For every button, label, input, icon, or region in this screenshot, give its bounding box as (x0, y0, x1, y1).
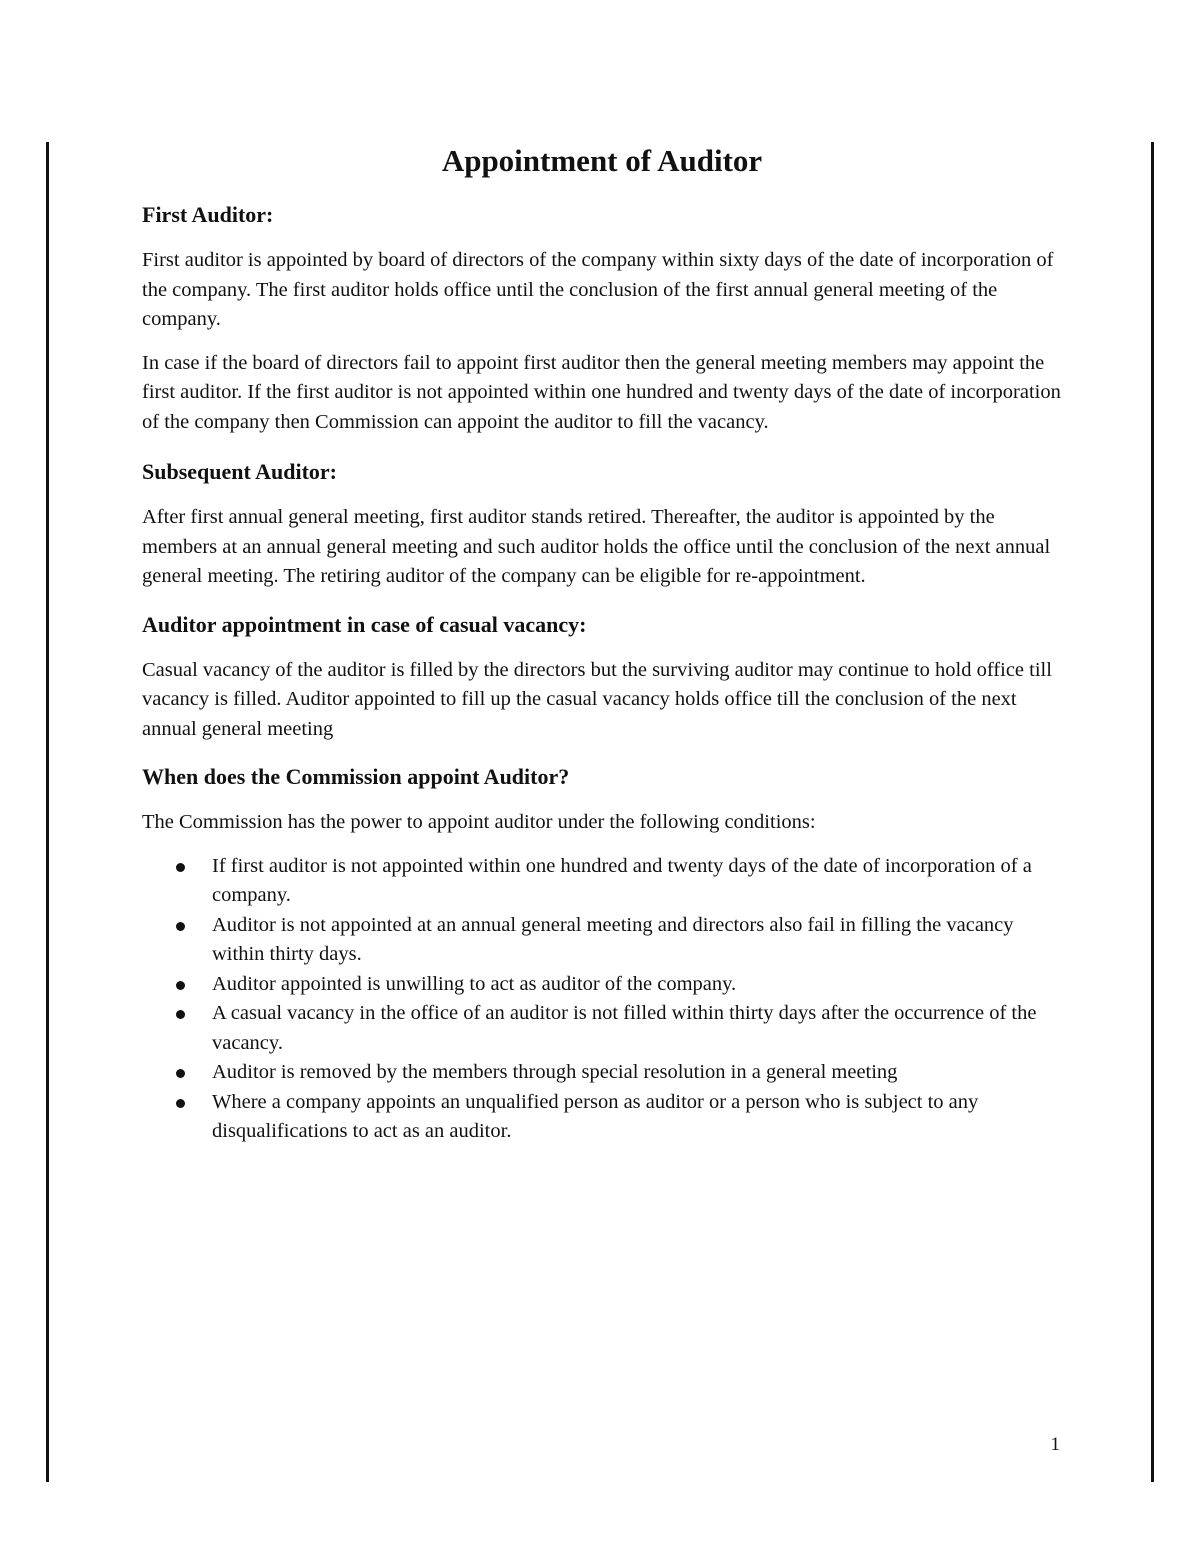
list-item-text: A casual vacancy in the office of an auditor is not filled within thirty days after the occurrence of the vacancy. (212, 1002, 1037, 1054)
list-item (142, 911, 1062, 970)
paragraph-first-auditor-1: First auditor is appointed by board of directors of the company within sixty days of the date of incorporation of the company. The first auditor holds office until the conclusion of the first annual general meeting of the company. (142, 249, 1054, 330)
page-number: 1 (1050, 1434, 1060, 1455)
section-heading-casual-vacancy: Auditor appointment in case of casual vacancy: (142, 611, 587, 637)
bullet-icon (176, 1010, 185, 1019)
list-item-text: Where a company appoints an unqualified person as auditor or a person who is subject to any disqualifications to act as an auditor. (212, 1090, 979, 1142)
section-heading-first-auditor: First Auditor: (142, 202, 274, 227)
list-item (142, 1088, 1062, 1147)
list-item (142, 999, 1062, 1058)
document-title: Appointment of Auditor (441, 143, 763, 178)
paragraph-first-auditor-2: In case if the board of directors fail to appoint first auditor then the general meeting members may appoint the first auditor. If the first auditor is not appointed within one hundred and twenty days of the date of incorporation of the company then Commission can appoint the auditor to fill the vacancy. (142, 351, 1061, 433)
section-heading-subsequent-auditor: Subsequent Auditor: (142, 459, 338, 484)
bullet-icon (176, 922, 185, 931)
page-border-right (1151, 142, 1154, 1482)
section-heading-commission: When does the Commission appoint Auditor? (142, 764, 570, 789)
bullet-icon (176, 1099, 185, 1108)
list-item (142, 970, 1062, 1000)
list-item-text: Auditor is removed by the members through special resolution in a general meeting (212, 1061, 898, 1083)
list-item (142, 852, 1062, 911)
paragraph-subsequent-auditor: After first annual general meeting, first auditor stands retired. Thereafter, the auditor is appointed by the members at an annual general meeting and such auditor holds the office until the conclusion of the next annual general meeting. The retiring auditor of the company can be eligible for re-appointment. (142, 506, 1051, 587)
list-item-text: Auditor appointed is unwilling to act as auditor of the company. (212, 972, 737, 995)
paragraph-commission-intro: The Commission has the power to appoint auditor under the following conditions: (142, 811, 816, 833)
paragraph-casual-vacancy: Casual vacancy of the auditor is filled by the directors but the surviving auditor may continue to hold office till vacancy is filled. Auditor appointed to fill up the casual vacancy holds office till the conclusion of the next annual general meeting (142, 658, 1052, 740)
bullet-icon (176, 1069, 185, 1078)
bullet-icon (176, 981, 185, 990)
bullet-icon (176, 863, 185, 872)
list-item-text: If first auditor is not appointed within one hundred and twenty days of the date of incorporation of a company. (212, 854, 1032, 906)
commission-conditions-list (142, 852, 1062, 1147)
list-item-text: Auditor is not appointed at an annual general meeting and directors also fail in filling the vacancy within thirty days. (212, 913, 1014, 965)
list-item (142, 1058, 1062, 1088)
page-border-left (46, 142, 49, 1482)
document-body (142, 138, 1062, 1147)
